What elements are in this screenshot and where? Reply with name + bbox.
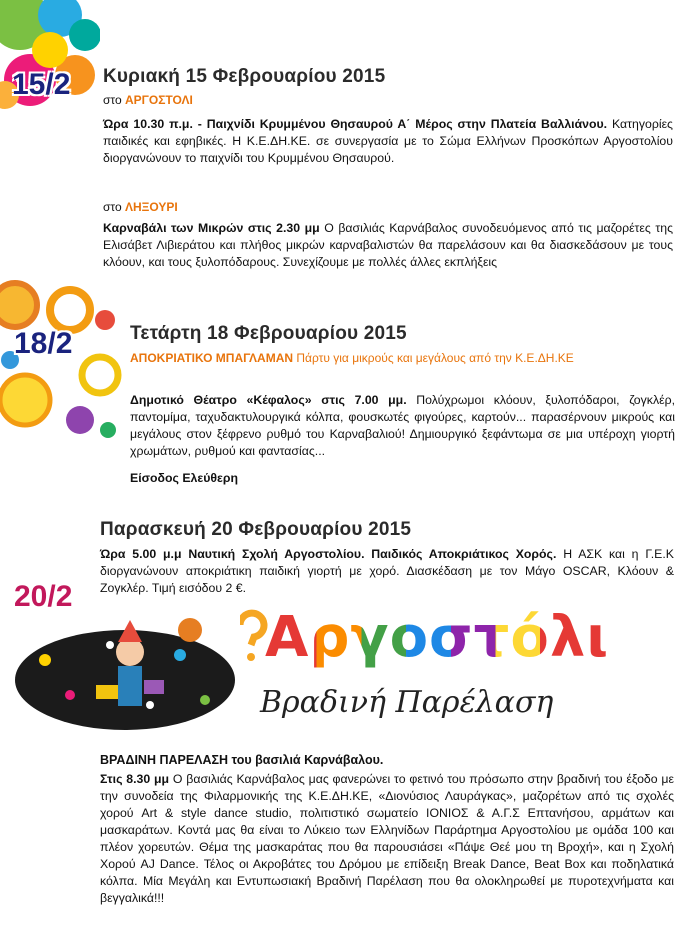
location-prefix: στο: [103, 93, 125, 107]
section1-location-1: [103, 93, 193, 107]
event-name: ΑΠΟΚΡΙΑΤΙΚΟ ΜΠΑΓΛΑΜΑΝ: [130, 351, 294, 365]
parade-time: Στις 8.30 μμ: [100, 772, 170, 786]
banner-city-name: Αργοστόλι: [265, 605, 610, 670]
event-time-heading: Καρναβάλι των Μικρών στις 2.30 μμ: [103, 221, 320, 235]
location-place: ΑΡΓΟΣΤΟΛΙ: [124, 93, 193, 107]
section2-paragraph: [130, 392, 675, 460]
argostoli-banner: [240, 605, 700, 730]
location-prefix: στο: [103, 200, 125, 214]
event-description: Ο βασιλιάς Καρνάβαλος συνοδευόμενος από τις μαζορέτες της Ελισάβετ Λιβιεράτου και πλήθος μικρών καρναβαλιστών θα παρελάσουν και θα διασκεδάσουν με τους κλόουν, και τους ξυλοπόδαρους. Συνεχίζουμε με πολλές άλλες εκπλήξεις: [103, 221, 673, 269]
section3-title: Παρασκευή 20 Φεβρουαρίου 2015: [100, 519, 412, 540]
date-badge-20: 20/2: [14, 580, 73, 613]
section1-title: Κυριακή 15 Φεβρουαρίου 2015: [103, 66, 386, 87]
section1-location-2: [103, 200, 178, 214]
parade-paragraph: [100, 771, 674, 907]
section2-subtitle: [130, 350, 675, 367]
event-description: Η ΑΣΚ και η Γ.Ε.Κ διοργανώνουν αποκριάτικη παιδική γιορτή με χορό. Διασκέδαση με τον Μάγο OSCAR, Κλόουν & Ζογκλέρ. Τιμή εισόδου 2 €.: [100, 547, 674, 595]
event-organizer: Πάρτυ για μικρούς και μεγάλους από την Κ.Ε.ΔΗ.ΚΕ: [293, 351, 574, 365]
parade-description: Ο βασιλιάς Καρνάβαλος μας φανερώνει το φετινό του πρόσωπο στην βραδινή του έξοδο με την συνοδεία της Φιλαρμονικής της Κ.Ε.ΔΗ.ΚΕ, «Διονύσιος Λαυράγκας», μαζορέτων από τις σχολές χορού Art & style dance studio, πολιτιστικό σωματείο ΙΟΝΙΟΣ & Α.Γ.Σ Επτανήσου, αρμάτων και μασκαράτων. Κοντά μας θα είναι το Λύκειο των Ελληνίδων Παράρτημα Αργοστολίου με ομάδα 100 και πλέον χορευτών. Θέμα της μασκαράτας που θα παρουσιάσει «Πάψε Θεέ μου τη Βροχή», και η Σχολή Χορού AJ Dance. Τέλος οι Ακροβάτες του Δρόμου με επίδειξη Break Dance, Beat Box και ποδηλατικά κόλπα. Μία Μεγάλη και Εντυπωσιακή Βραδινή Παρέλαση που θα ολοκληρωθεί με πυροτεχνήματα και βεγγαλικά!!!: [100, 772, 674, 905]
free-entry-note: Είσοδος Ελεύθερη: [130, 471, 238, 485]
event-time-venue: Ώρα 5.00 μ.μ Ναυτική Σχολή Αργοστολίου. Παιδικός Αποκριάτικος Χορός.: [100, 547, 557, 561]
event-description: Κατηγορίες παιδικές και εφηβικές. Η Κ.Ε.ΔΗ.ΚΕ. σε συνεργασία με το Σώμα Ελλήνων Προσκόπων Αργοστολίου διοργανώνουν το παιχνίδι του Κρυμμένου Θησαυρού.: [103, 117, 673, 165]
section1-paragraph-1: [103, 116, 673, 167]
parade-title: ΒΡΑΔΙΝΗ ΠΑΡΕΛΑΣΗ του βασιλιά Καρνάβαλου.: [100, 753, 384, 767]
location-place: ΛΗΞΟΥΡΙ: [124, 200, 178, 214]
date-badge-18: 18/2: [14, 327, 73, 360]
event-venue-time: Δημοτικό Θέατρο «Κέφαλος» στις 7.00 μμ.: [130, 393, 407, 407]
section2-title: Τετάρτη 18 Φεβρουαρίου 2015: [130, 323, 407, 344]
event-time-heading: Ώρα 10.30 π.μ. - Παιχνίδι Κρυμμένου Θησαυρού Α΄ Μέρος στην Πλατεία Βαλλιάνου.: [103, 117, 608, 131]
date-badge-15: 15/2: [12, 68, 71, 101]
banner-subtitle: Βραδινή Παρέλαση: [260, 685, 554, 720]
event-description: Πολύχρωμοι κλόουν, ξυλοπόδαροι, ζογκλέρ, παντομίμα, ταχυδακτυλουργικά κόλπα, φουσκωτές φιγούρες, καρτούν... παρασέρνουν μικρούς και μεγάλους στον ξέφρενο ρυθμό του Καρναβαλιού! Δημιουργικό ξεφάντωμα σε μια υπέροχη γιορτή χρωμάτων, ρυθμού και φαντασίας...: [130, 393, 675, 458]
section1-paragraph-2: [103, 220, 673, 271]
swirl-decoration-18: [0, 280, 125, 445]
